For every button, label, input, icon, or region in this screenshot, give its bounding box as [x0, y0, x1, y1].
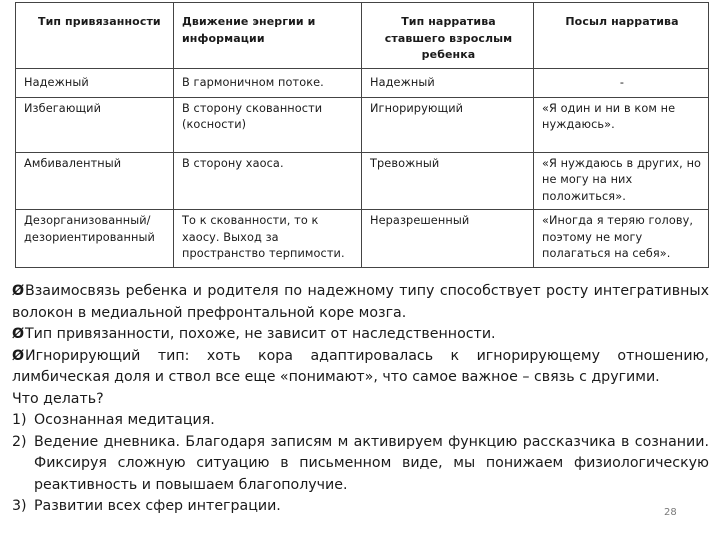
page-number: 28 — [664, 507, 677, 518]
table-cell: В сторону хаоса. — [174, 152, 362, 210]
table-cell: «Я один и ни в ком не нуждаюсь». — [534, 97, 709, 152]
table-cell: Тревожный — [362, 152, 534, 210]
body-text — [12, 281, 709, 518]
numbered-item — [12, 496, 709, 518]
table-cell: Неразрешенный — [362, 210, 534, 268]
item-text: Ведение дневника. Благодаря записям м активируем функцию рассказчика в сознании. Фиксируя сложную ситуацию в письменном виде, мы понижаем физиологическую реактивность и повышаем благополучие. — [34, 433, 709, 493]
bullet-paragraph — [12, 324, 709, 346]
table-row — [16, 152, 709, 210]
item-number: 1) — [12, 412, 27, 428]
bullet-text: Игнорирующий тип: хоть кора адаптировалась к игнорирующему отношению, лимбическая доля и ствол все еще «понимают», что самое важное – связь с другими. — [12, 347, 709, 385]
table-cell: Избегающий — [16, 97, 174, 152]
numbered-item — [12, 410, 709, 432]
item-number: 3) — [12, 498, 27, 514]
table-cell: Игнорирующий — [362, 97, 534, 152]
table-cell: В сторону скованности (косности) — [174, 97, 362, 152]
table-header-row — [16, 3, 709, 69]
table-cell: Надежный — [362, 68, 534, 97]
bullet-paragraph — [12, 346, 709, 389]
header-narrative-message: Посыл нарратива — [534, 3, 709, 69]
table-cell: Амбивалентный — [16, 152, 174, 210]
header-energy-flow: Движение энергии и информации — [174, 3, 362, 69]
attachment-types-table — [15, 2, 709, 268]
arrow-bullet-icon: Ø — [12, 347, 25, 364]
arrow-bullet-icon: Ø — [12, 326, 25, 342]
table-cell: То к скованности, то к хаосу. Выход за пространство терпимости. — [174, 210, 362, 268]
table-row — [16, 68, 709, 97]
item-text: Развитии всех сфер интеграции. — [34, 498, 281, 514]
table-cell: - — [534, 68, 709, 97]
table-cell: Надежный — [16, 68, 174, 97]
table-cell: «Иногда я теряю голову, поэтому не могу полагаться на себя». — [534, 210, 709, 268]
header-narrative-type: Тип нарратива ставшего взрослым ребенка — [362, 3, 534, 69]
item-text: Осознанная медитация. — [34, 412, 215, 428]
table-row — [16, 97, 709, 152]
table-row — [16, 210, 709, 268]
arrow-bullet-icon: Ø — [12, 283, 25, 299]
question-heading: Что делать? — [12, 390, 104, 407]
bullet-text: Тип привязанности, похоже, не зависит от наследственности. — [25, 326, 496, 342]
bullet-paragraph — [12, 281, 709, 324]
bullet-text: Взаимосвязь ребенка и родителя по надежному типу способствует росту интегративных волокон в медиальной префронтальной коре мозга. — [12, 283, 709, 321]
numbered-item — [12, 432, 709, 497]
table-cell: В гармоничном потоке. — [174, 68, 362, 97]
header-attachment-type: Тип привязанности — [16, 3, 174, 69]
item-number: 2) — [12, 433, 27, 450]
table-cell: «Я нуждаюсь в других, но не могу на них положиться». — [534, 152, 709, 210]
table-cell: Дезорганизованный/ дезориентированный — [16, 210, 174, 268]
